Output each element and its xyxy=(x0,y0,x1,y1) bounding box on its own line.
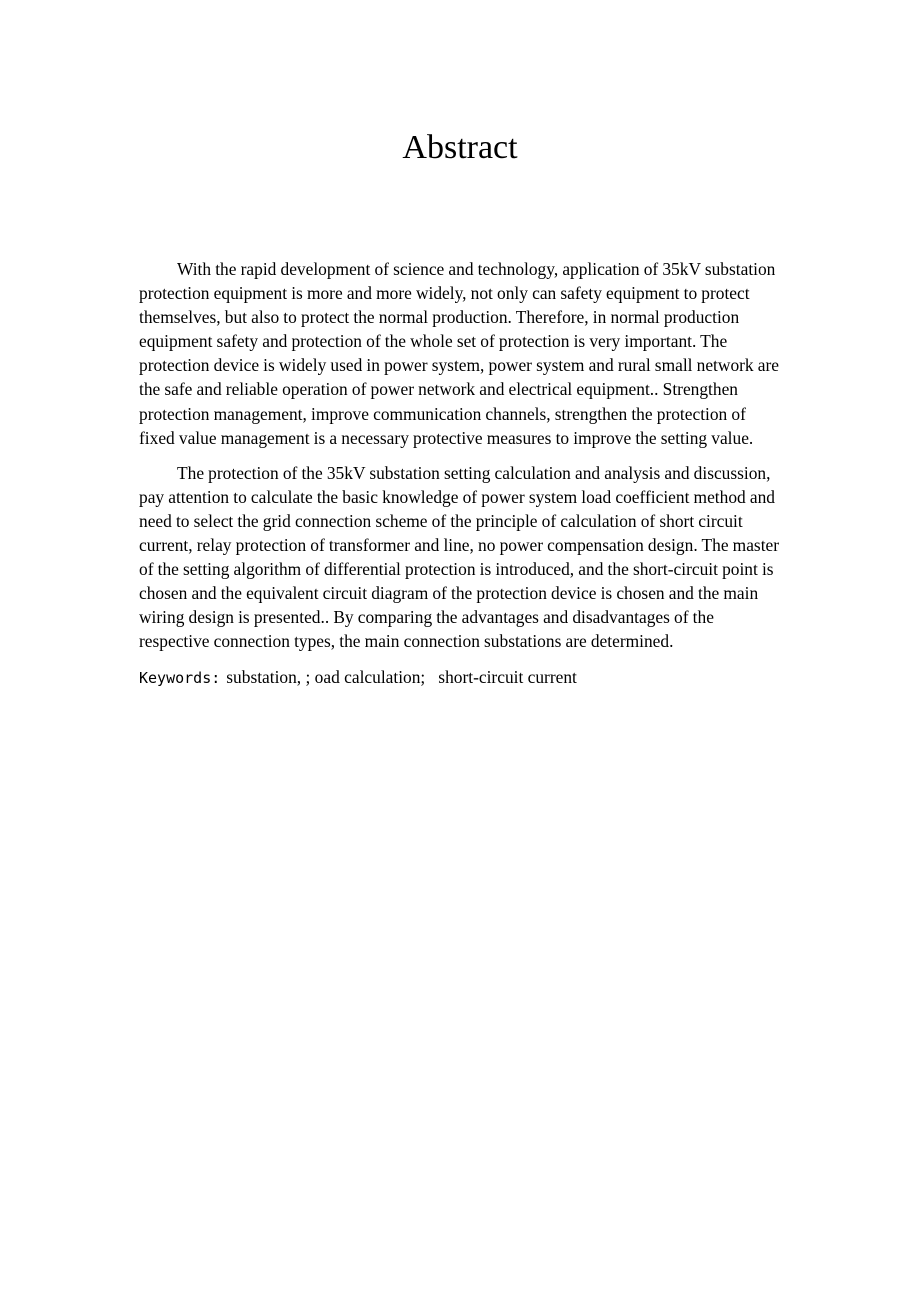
keywords-text: substation, ; oad calculation; short-circuit current xyxy=(226,666,577,687)
keywords-line xyxy=(139,665,785,690)
keywords-label: Keywords xyxy=(139,668,212,687)
keywords-separator: : xyxy=(211,668,221,687)
abstract-body xyxy=(139,257,785,690)
abstract-paragraph-2: The protection of the 35kV substation setting calculation and analysis and discussion, pay attention to calculate the basic knowledge of power system load coefficient method and need to select the grid connection scheme of the principle of calculation of short circuit current, relay protection of transformer and line, no power compensation design. The master of the setting algorithm of differential protection is introduced, and the short-circuit point is chosen and the equivalent circuit diagram of the protection device is chosen and the main wiring design is presented.. By comparing the advantages and disadvantages of the respective connection types, the main connection substations are determined. xyxy=(139,462,780,652)
page-title: Abstract xyxy=(402,129,518,166)
abstract-paragraph-1: With the rapid development of science and technology, application of 35kV substation protection equipment is more and more widely, not only can safety equipment to protect themselves, but also to protect the normal production. Therefore, in normal production equipment safety and protection of the whole set of protection is very important. The protection device is widely used in power system, power system and rural small network are the safe and reliable operation of power network and electrical equipment.. Strengthen protection management, improve communication channels, strengthen the protection of fixed value management is a necessary protective measures to improve the setting value. xyxy=(139,259,779,448)
